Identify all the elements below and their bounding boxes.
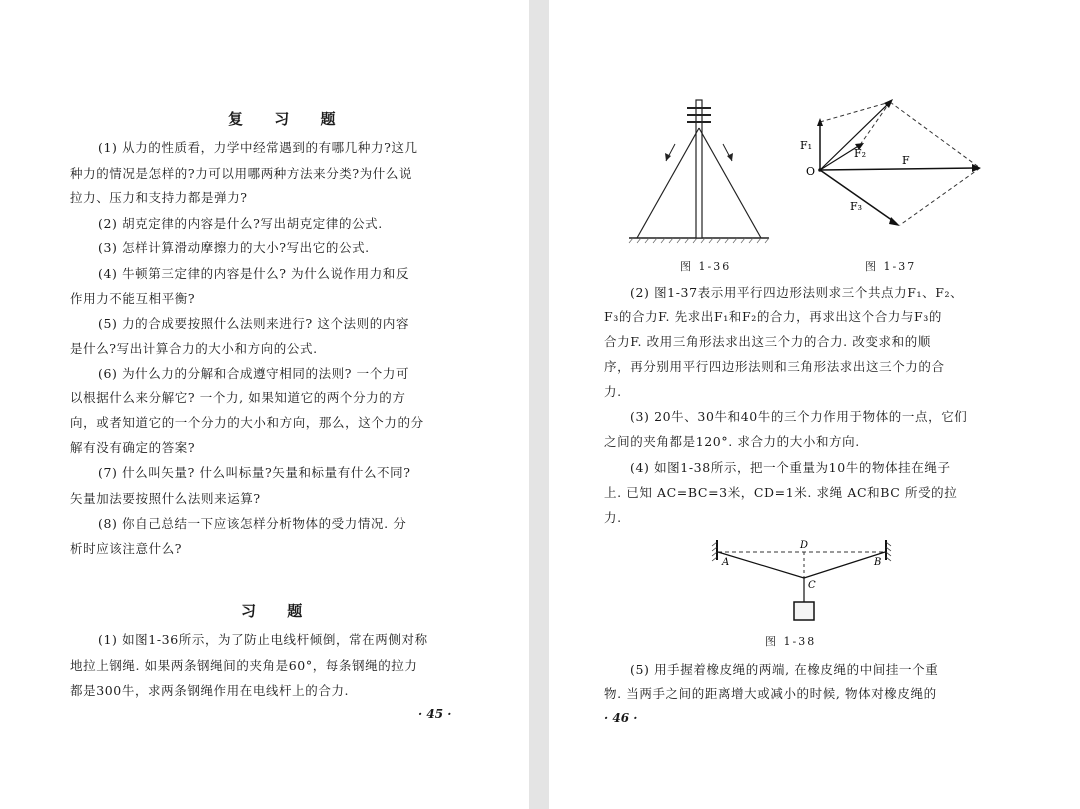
right-page	[549, 0, 1080, 809]
review-line: 矢量加法要按照什么法则来运算?	[70, 491, 261, 506]
page-number: · 45 ·	[418, 707, 452, 721]
label-a: A	[722, 557, 730, 568]
exercise-line: 力.	[604, 510, 622, 525]
review-line: 是什么?写出计算合力的大小和方向的公式.	[70, 341, 318, 356]
review-line: 作用力不能互相平衡?	[70, 291, 196, 306]
label-b: B	[874, 557, 882, 568]
label-f1: F₁	[800, 139, 813, 152]
review-line: (7) 什么叫矢量? 什么叫标量?矢量和标量有什么不同?	[98, 465, 411, 480]
exercise-line: 力.	[604, 384, 622, 399]
exercise-line: (3) 20牛、30牛和40牛的三个力作用于物体的一点，它们	[630, 409, 968, 424]
figure-1-36-caption: 图 1-36	[680, 260, 732, 273]
exercise-line: 都是300牛，求两条钢绳作用在电线杆上的合力.	[70, 683, 350, 698]
label-d: D	[800, 540, 809, 551]
label-f: F	[902, 154, 910, 167]
exercise-line: (5) 用手握着橡皮绳的两端, 在橡皮绳的中间挂一个重	[630, 662, 939, 677]
exercise-line: 合力F. 改用三角形法求出这三个力的合力. 改变求和的顺	[604, 334, 931, 349]
review-line: (5) 力的合成要按照什么法则来进行? 这个法则的内容	[98, 316, 410, 331]
exercise-line: 物. 当两手之间的距离增大或减小的时候, 物体对橡皮绳的	[604, 686, 937, 701]
exercise-line: (2) 图1-37表示用平行四边形法则求三个共点力F₁、F₂、	[630, 285, 964, 300]
figure-1-38-caption: 图 1-38	[765, 635, 817, 648]
left-page	[0, 0, 529, 809]
exercise-title: 习 题	[241, 602, 316, 620]
review-line: 向，或者知道它的一个分力的大小和方向，那么，这个力的分	[70, 415, 424, 430]
label-f3: F₃	[850, 200, 863, 213]
exercise-line: (4) 如图1-38所示，把一个重量为10牛的物体挂在绳子	[630, 460, 951, 475]
review-title: 复 习 题	[228, 110, 349, 128]
review-line: 以根据什么来分解它? 一个力, 如果知道它的两个分力的方	[70, 390, 406, 405]
review-line: (8) 你自己总结一下应该怎样分析物体的受力情况. 分	[98, 516, 407, 531]
page-gutter	[529, 0, 549, 809]
label-c: C	[808, 580, 816, 591]
exercise-line: 之间的夹角都是120°. 求合力的大小和方向.	[604, 434, 860, 449]
exercise-line: (1) 如图1-36所示，为了防止电线杆倾倒，常在两侧对称	[98, 632, 428, 647]
review-line: (1) 从力的性质看，力学中经常遇到的有哪几种力?这几	[98, 140, 418, 155]
exercise-line: 序，再分别用平行四边形法则和三角形法求出这三个力的合	[604, 359, 945, 374]
review-line: 解有没有确定的答案?	[70, 440, 196, 455]
review-line: 种力的情况是怎样的?力可以用哪两种方法来分类?为什么说	[70, 166, 413, 181]
page-number: · 46 ·	[604, 711, 638, 725]
exercise-line: F₃的合力F. 先求出F₁和F₂的合力，再求出这个合力与F₃的	[604, 309, 943, 324]
review-line: (4) 牛顿第三定律的内容是什么? 为什么说作用力和反	[98, 266, 410, 281]
exercise-line: 地拉上钢绳. 如果两条钢绳间的夹角是60°，每条钢绳的拉力	[70, 658, 418, 673]
review-line: (6) 为什么力的分解和合成遵守相同的法则? 一个力可	[98, 366, 410, 381]
figure-1-38	[712, 538, 912, 623]
label-f2: F₂	[854, 147, 867, 160]
review-line: 拉力、压力和支持力都是弹力?	[70, 190, 248, 205]
figure-1-37-caption: 图 1-37	[865, 260, 917, 273]
review-line: 析时应该注意什么?	[70, 541, 183, 556]
label-o: O	[806, 165, 816, 178]
figure-1-37	[800, 100, 997, 230]
figure-1-36	[629, 98, 769, 243]
review-line: (2) 胡克定律的内容是什么?写出胡克定律的公式.	[98, 216, 383, 231]
exercise-line: 上. 已知 AC=BC=3米，CD=1米. 求绳 AC和BC 所受的拉	[604, 485, 958, 500]
review-line: (3) 怎样计算滑动摩擦力的大小?写出它的公式.	[98, 240, 370, 255]
